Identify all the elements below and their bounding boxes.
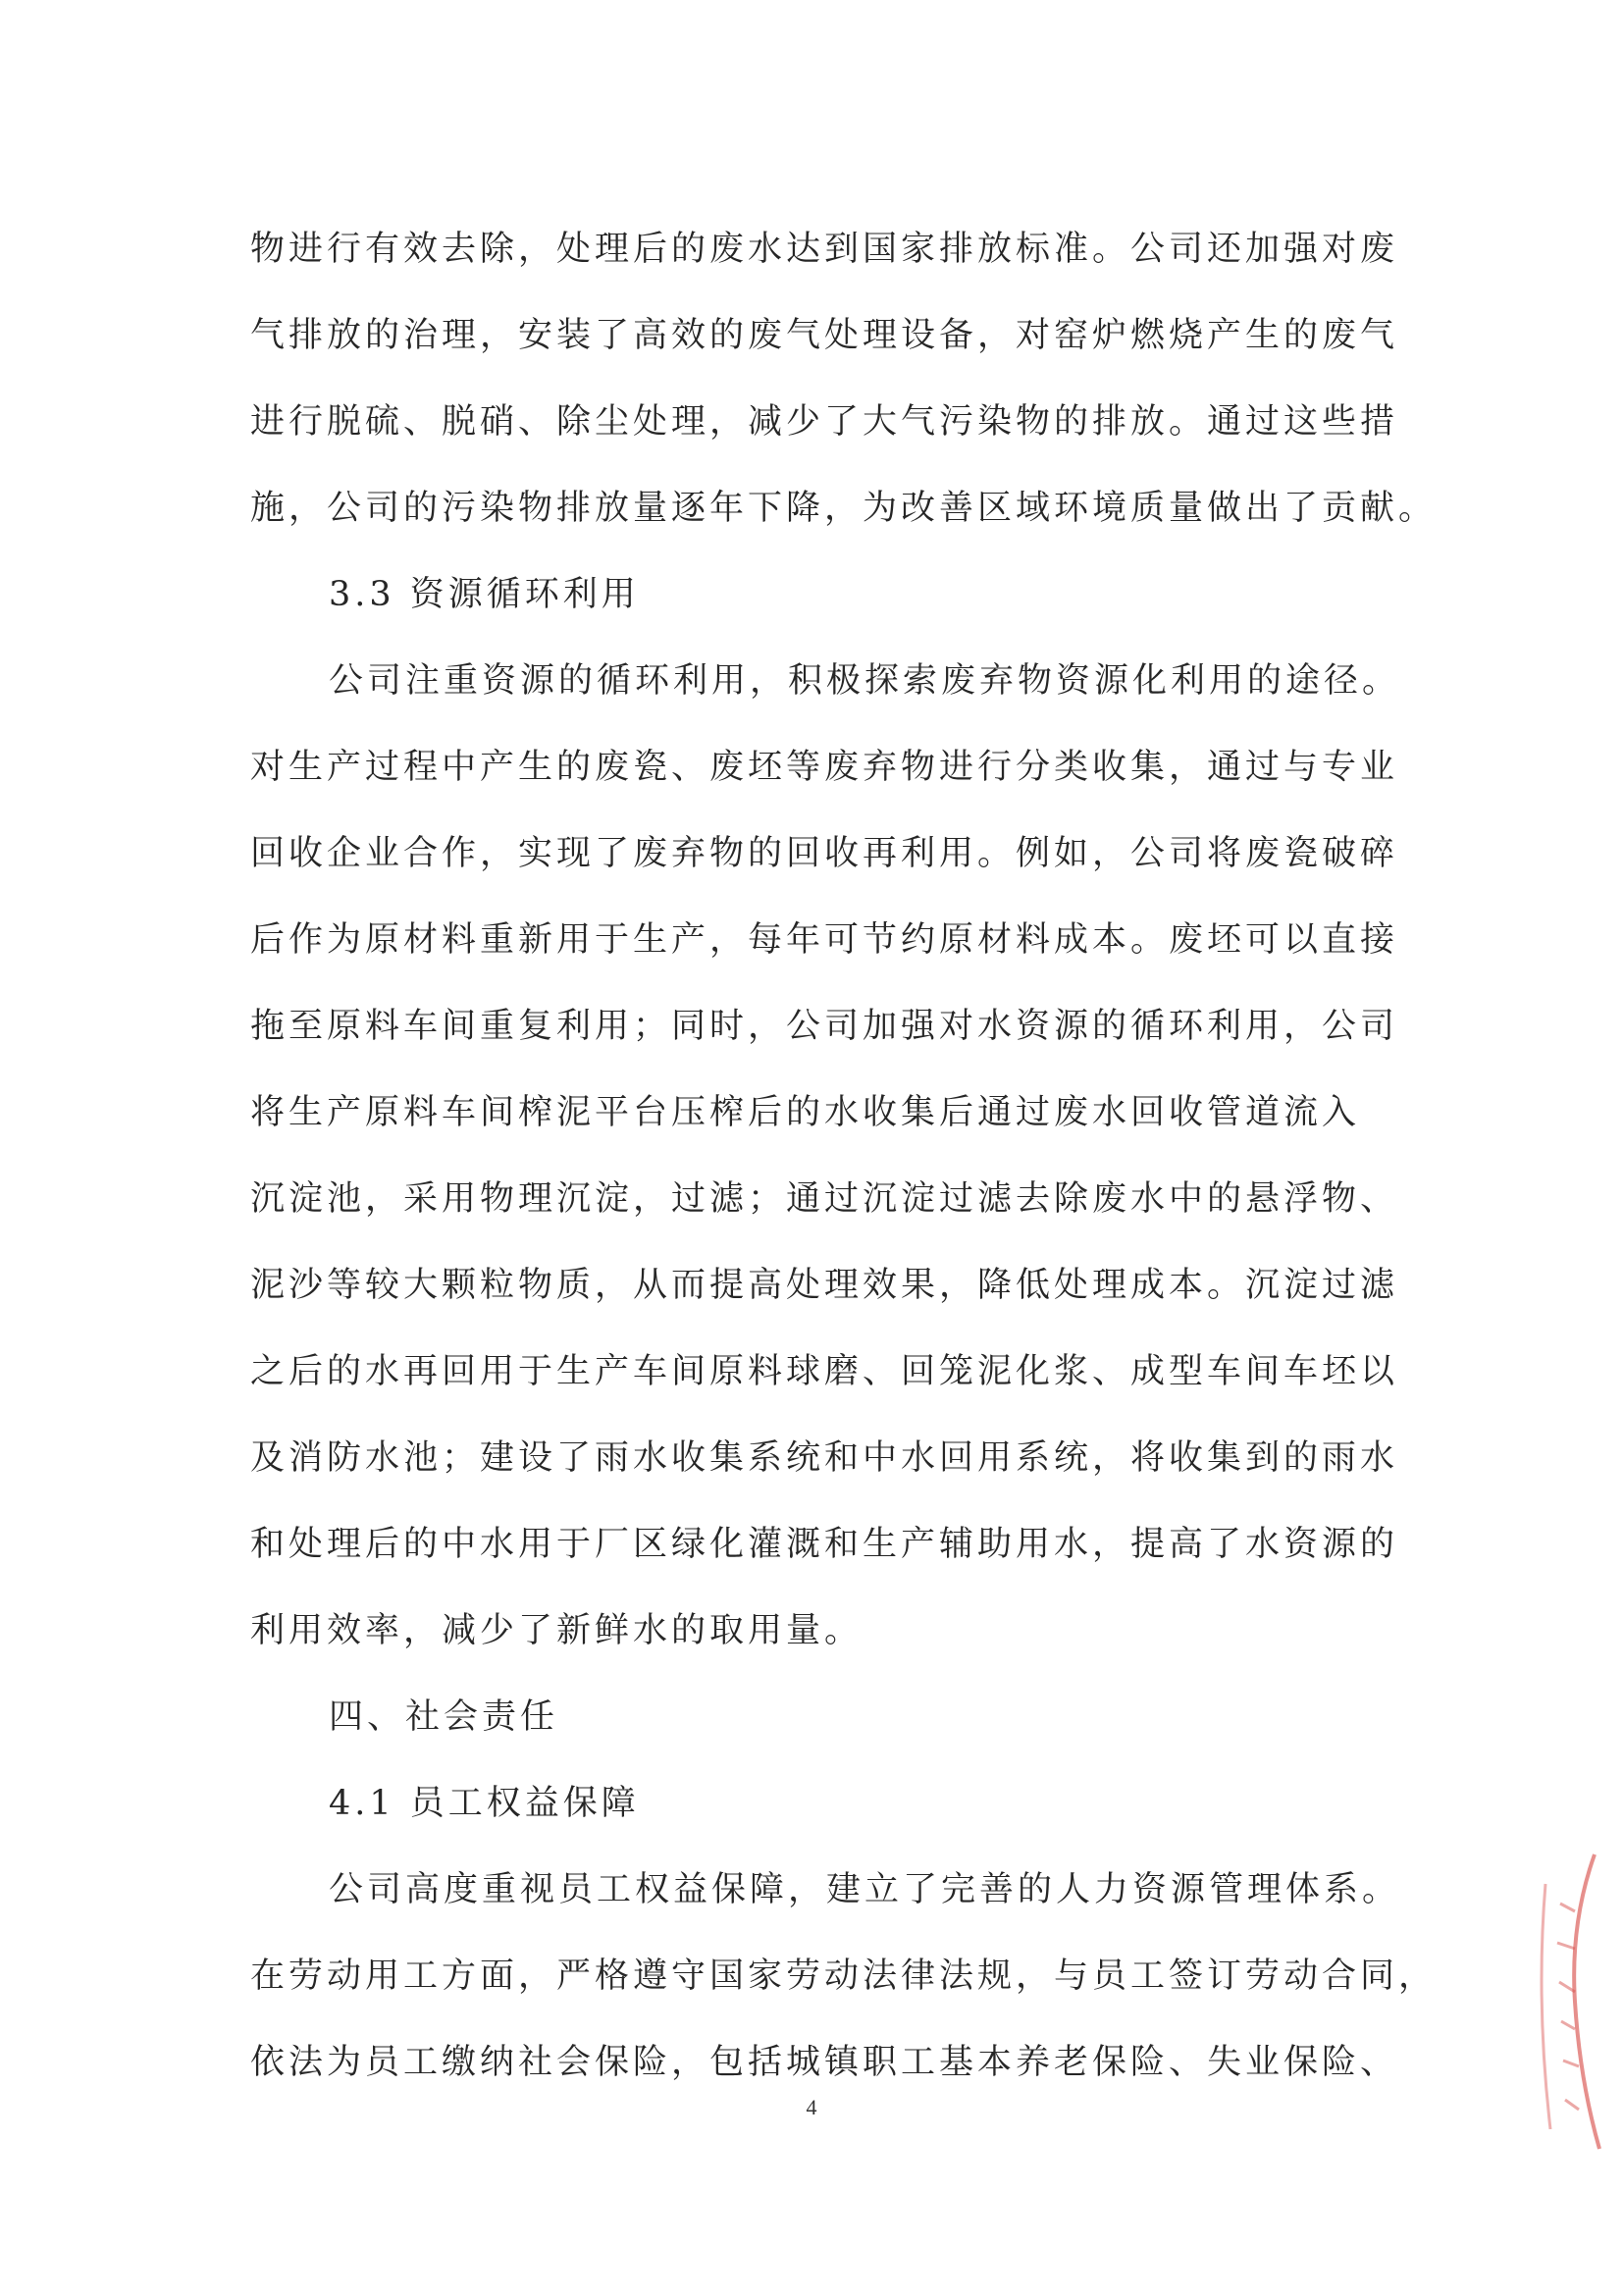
page-number: 4 [806, 2095, 817, 2119]
text-line: 和处理后的中水用于厂区绿化灌溉和生产辅助用水，提高了水资源的 [250, 1525, 1399, 1564]
text-line: 沉淀池，采用物理沉淀，过滤；通过沉淀过滤去除废水中的悬浮物、 [250, 1179, 1399, 1219]
text-line: 将生产原料车间榨泥平台压榨后的水收集后通过废水回收管道流入 [250, 1093, 1361, 1132]
text-line: 气排放的治理，安装了高效的废气处理设备，对窑炉燃烧产生的废气 [250, 316, 1399, 355]
text-line: 回收企业合作，实现了废弃物的回收再利用。例如，公司将废瓷破碎 [250, 834, 1399, 873]
text-line: 依法为员工缴纳社会保险，包括城镇职工基本养老保险、失业保险、 [250, 2043, 1399, 2082]
text-line: 公司高度重视员工权益保障，建立了完善的人力资源管理体系。 [329, 1870, 1401, 1909]
section-heading-4: 四、社会责任 [329, 1697, 559, 1737]
body-text [250, 206, 1438, 2106]
text-line: 拖至原料车间重复利用；同时，公司加强对水资源的循环利用，公司 [250, 1007, 1399, 1046]
text-line: 在劳动用工方面，严格遵守国家劳动法律法规，与员工签订劳动合同， [250, 1957, 1438, 1996]
text-line: 及消防水池；建设了雨水收集系统和中水回用系统，将收集到的雨水 [250, 1438, 1399, 1478]
text-line: 施，公司的污染物排放量逐年下降，为改善区域环境质量做出了贡献。 [250, 489, 1438, 528]
text-line: 之后的水再回用于生产车间原料球磨、回笼泥化浆、成型车间车坯以 [250, 1352, 1399, 1391]
seal-stamp-icon [1516, 1845, 1614, 2159]
section-heading-4-1: 4.1 员工权益保障 [329, 1784, 640, 1823]
text-line: 利用效率，减少了新鲜水的取用量。 [250, 1611, 864, 1650]
text-line: 对生产过程中产生的废瓷、废坯等废弃物进行分类收集，通过与专业 [250, 748, 1399, 787]
text-line: 泥沙等较大颗粒物质，从而提高处理效果，降低处理成本。沉淀过滤 [250, 1266, 1399, 1305]
text-line: 进行脱硫、脱硝、除尘处理，减少了大气污染物的排放。通过这些措 [250, 402, 1399, 442]
text-line: 物进行有效去除，处理后的废水达到国家排放标准。公司还加强对废 [250, 230, 1399, 269]
section-heading-3-3: 3.3 资源循环利用 [329, 575, 640, 614]
text-line: 后作为原材料重新用于生产，每年可节约原材料成本。废坯可以直接 [250, 920, 1399, 960]
text-line: 公司注重资源的循环利用，积极探索废弃物资源化利用的途径。 [329, 661, 1401, 701]
